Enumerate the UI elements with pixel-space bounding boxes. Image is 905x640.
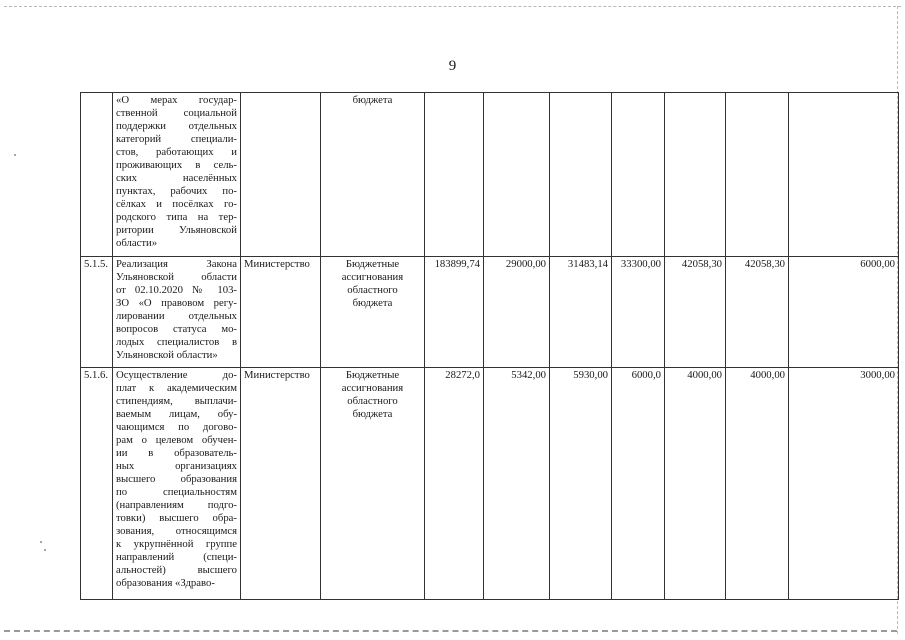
funding-source-line: ассигнования <box>341 271 404 283</box>
description-line: Осуществление до- <box>116 369 237 381</box>
value-2022-cell: 31483,14 <box>550 257 612 368</box>
item-description-cell <box>113 93 241 257</box>
value-total-cell: 28272,0 <box>425 368 484 600</box>
funding-source-line: Бюджетные <box>345 258 400 270</box>
scan-speck <box>44 549 46 551</box>
value-extra-cell <box>789 93 899 257</box>
description-line: родского типа на тер- <box>116 211 237 223</box>
description-line: «О мерах государ- <box>116 94 237 106</box>
description-line: к укрупнённой группе <box>116 538 237 550</box>
scan-speck <box>40 541 42 543</box>
funding-source-cell <box>321 93 425 257</box>
funding-source-line: бюджета <box>352 297 393 309</box>
description-line: ритории Ульяновской <box>116 224 237 236</box>
description-line: ственной социальной <box>116 107 237 119</box>
description-line: Реализация Закона <box>116 258 237 270</box>
value-total-cell: 183899,74 <box>425 257 484 368</box>
description-line: альностей) высшего <box>116 564 237 576</box>
value-2024-cell: 4000,00 <box>665 368 726 600</box>
description-line: лировании отдельных <box>116 310 237 322</box>
description-line: Ульяновской области <box>116 271 237 283</box>
funding-source-line: Бюджетные <box>345 369 400 381</box>
description-line: категорий специали- <box>116 133 237 145</box>
description-line: ных организациях <box>116 460 237 472</box>
item-number-cell: 5.1.5. <box>81 257 113 368</box>
value-2025-cell: 42058,30 <box>726 257 789 368</box>
description-line: поддержки отдельных <box>116 120 237 132</box>
description-line: по специальностям <box>116 486 237 498</box>
funding-source-line: бюджета <box>352 94 393 106</box>
value-2021-cell <box>484 93 550 257</box>
description-line: высшего образования <box>116 473 237 485</box>
value-2024-cell: 42058,30 <box>665 257 726 368</box>
funding-source-cell <box>321 257 425 368</box>
executor-cell <box>241 93 321 257</box>
item-number-cell: 5.1.6. <box>81 368 113 600</box>
value-2025-cell: 4000,00 <box>726 368 789 600</box>
value-extra-cell: 6000,00 <box>789 257 899 368</box>
item-description-cell <box>113 257 241 368</box>
value-2024-cell <box>665 93 726 257</box>
description-line: Ульяновской области» <box>116 349 218 361</box>
description-line: лодых специалистов в <box>116 336 237 348</box>
description-line: ии в образователь- <box>116 447 237 459</box>
description-line: (направлениям подго- <box>116 499 237 511</box>
value-2021-cell: 5342,00 <box>484 368 550 600</box>
table-row <box>81 257 899 368</box>
description-line: рам о целевом обучен- <box>116 434 237 446</box>
description-line: сёлках и посёлках го- <box>116 198 237 210</box>
funding-source-cell <box>321 368 425 600</box>
description-line: товки) высшего обра- <box>116 512 237 524</box>
executor-cell: Министерство <box>241 257 321 368</box>
description-line: от 02.10.2020 № 103- <box>116 284 237 296</box>
value-total-cell <box>425 93 484 257</box>
budget-table <box>80 92 899 600</box>
description-line: области» <box>116 237 158 249</box>
value-2022-cell <box>550 93 612 257</box>
value-extra-cell: 3000,00 <box>789 368 899 600</box>
value-2021-cell: 29000,00 <box>484 257 550 368</box>
description-line: стипендиям, выплачи- <box>116 395 237 407</box>
executor-cell: Министерство <box>241 368 321 600</box>
value-2022-cell: 5930,00 <box>550 368 612 600</box>
description-line: направлений (специ- <box>116 551 237 563</box>
description-line: чающимся по догово- <box>116 421 237 433</box>
funding-source-line: ассигнования <box>341 382 404 394</box>
description-line: стов, работающих и <box>116 146 237 158</box>
scan-border-top <box>4 6 901 7</box>
funding-source-line: областного <box>347 395 398 407</box>
description-line: плат к академическим <box>116 382 237 394</box>
scan-speck <box>14 154 16 156</box>
value-2025-cell <box>726 93 789 257</box>
description-line: ЗО «О правовом регу- <box>116 297 237 309</box>
value-2023-cell: 33300,00 <box>612 257 665 368</box>
table-row <box>81 93 899 257</box>
description-line: зования, относящимся <box>116 525 237 537</box>
description-line: вопросов статуса мо- <box>116 323 237 335</box>
description-line: пунктах, рабочих по- <box>116 185 237 197</box>
scan-border-bottom <box>4 630 897 632</box>
description-line: образования «Здраво- <box>116 577 215 589</box>
funding-source-line: областного <box>347 284 398 296</box>
funding-source-line: бюджета <box>352 408 393 420</box>
page-number: 9 <box>448 58 457 74</box>
description-line: ских населённых <box>116 172 237 184</box>
table-row <box>81 368 899 600</box>
item-number-cell <box>81 93 113 257</box>
value-2023-cell <box>612 93 665 257</box>
value-2023-cell: 6000,0 <box>612 368 665 600</box>
description-line: проживающих в сель- <box>116 159 237 171</box>
description-line: ваемым лицам, обу- <box>116 408 237 420</box>
item-description-cell <box>113 368 241 600</box>
